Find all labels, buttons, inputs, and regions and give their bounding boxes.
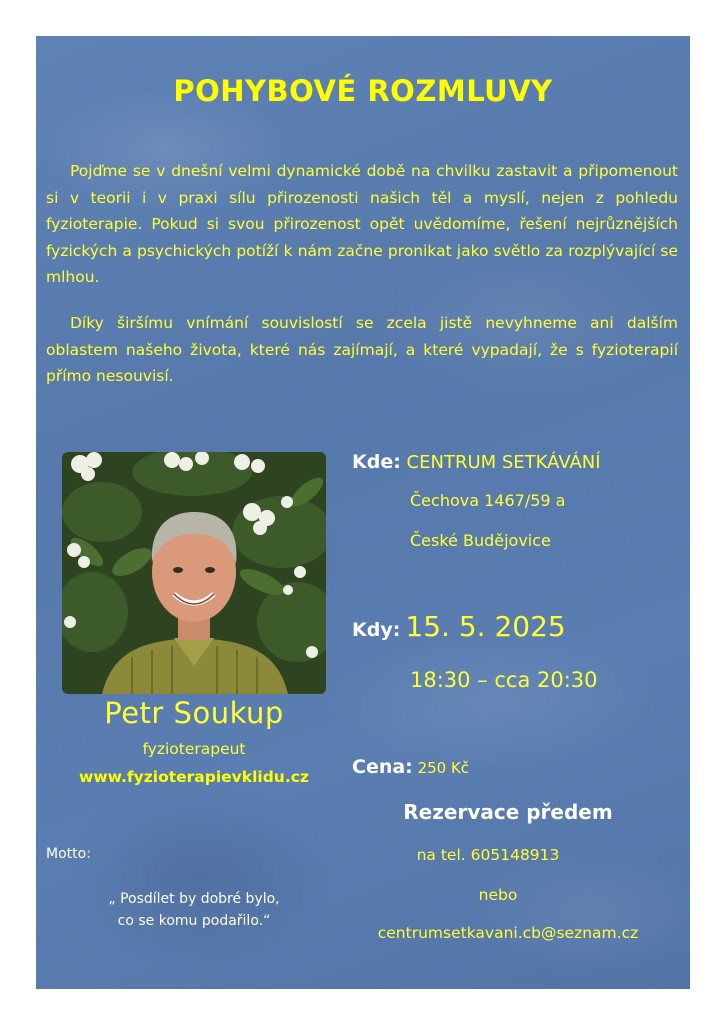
poster — [36, 36, 690, 989]
venue-city: České Budějovice — [410, 531, 551, 550]
intro-paragraph: Pojďme se v dnešní velmi dynamické době na chvilku zastavit a připomenout si v teorii i v praxi sílu přirozenosti našich těl a myslí, nejen z pohledu fyzioterapie. Pokud si svou přirozenost opět uvědomíme, řešení nejrůznějších fyzických a psychických potíží k nám začne pronikat jako světlo za rozplývající se mlhou. — [46, 162, 678, 287]
venue-street: Čechova 1467/59 a — [410, 491, 566, 510]
venue-name: CENTRUM SETKÁVÁNÍ — [406, 452, 601, 473]
where-label: Kde: — [352, 451, 401, 473]
page-title: POHYBOVÉ ROZMLUVY — [173, 74, 553, 108]
price-value: 250 Kč — [417, 759, 470, 777]
presenter-website-link[interactable]: www.fyzioterapievklidu.cz — [79, 768, 309, 786]
presenter-name: Petr Soukup — [104, 696, 284, 730]
when-label: Kdy: — [352, 619, 401, 641]
presenter-role: fyzioterapeut — [142, 740, 246, 758]
second-paragraph: Díky širšímu vnímání souvislostí se zcela jistě nevyhneme ani dalším oblastem našeho života, které nás zajímají, a které vypadají, že s fyzioterapií přímo nesouvisí. — [46, 314, 678, 386]
reservation-heading: Rezervace předem — [403, 800, 613, 824]
motto-line-2: co se komu podařilo.“ — [117, 913, 271, 929]
motto-label: Motto: — [46, 846, 91, 862]
presenter-photo — [62, 452, 326, 694]
presenter-portrait-image — [62, 452, 326, 694]
venue-row — [352, 451, 601, 473]
price-row — [352, 756, 469, 778]
event-time: 18:30 – cca 20:30 — [410, 668, 598, 692]
date-row — [352, 610, 566, 643]
event-date: 15. 5. 2025 — [405, 610, 566, 643]
motto-line-1: „ Posdílet by dobré bylo, — [108, 891, 280, 907]
price-label: Cena: — [352, 756, 413, 778]
reservation-or: nebo — [478, 886, 518, 904]
reservation-email-link[interactable]: centrumsetkavani.cb@seznam.cz — [377, 924, 639, 942]
reservation-phone[interactable]: na tel. 605148913 — [416, 846, 560, 864]
motto-quote — [62, 888, 326, 932]
